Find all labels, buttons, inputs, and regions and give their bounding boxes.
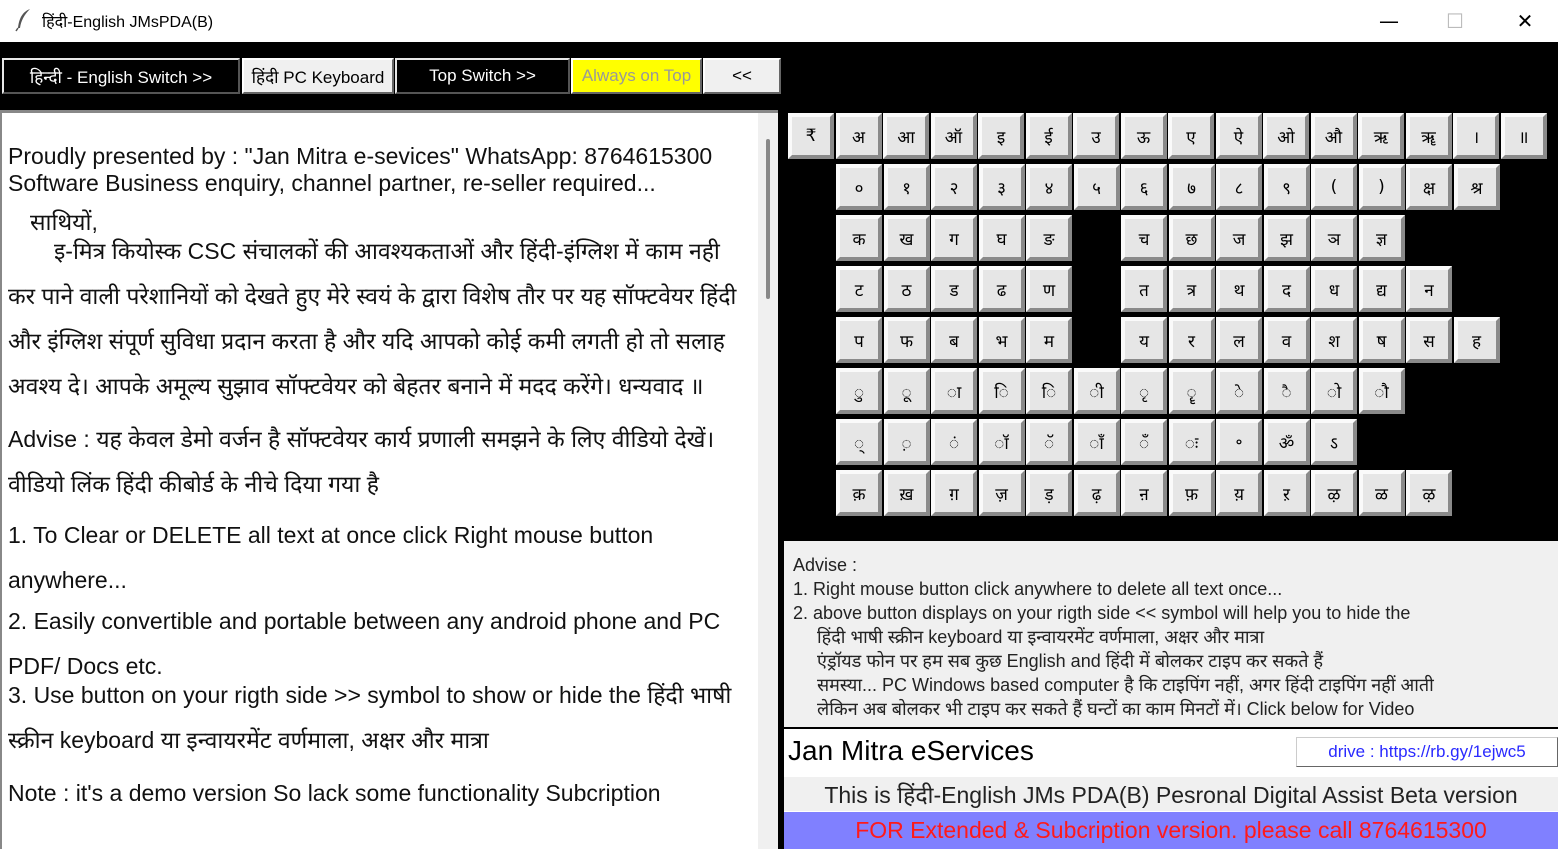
key-7-11[interactable]: ळ [1359, 470, 1405, 516]
key-6-0[interactable]: ् [836, 419, 882, 465]
advise-line: 1. Right mouse button click anywhere to delete all text once... [793, 579, 1283, 599]
advise-line: समस्या... PC Windows based computer है कि टाइपिंग नहीं, अगर हिंदी टाइपिंग नहीं आती [817, 675, 1434, 695]
key-5-11[interactable]: ौ [1359, 368, 1405, 414]
close-button[interactable]: ✕ [1516, 9, 1534, 33]
text-greeting: साथियों, [30, 209, 98, 235]
key-0-12[interactable]: ऋ [1358, 113, 1404, 159]
key-7-6[interactable]: ऩ [1121, 470, 1167, 516]
key-6-5[interactable]: ॉं [1074, 419, 1120, 465]
scrollbar-thumb[interactable] [766, 139, 770, 299]
key-2-11[interactable]: ज्ञ [1359, 215, 1405, 261]
key-5-10[interactable]: ो [1311, 368, 1357, 414]
key-7-1[interactable]: ख़ [884, 470, 930, 516]
advise-line: हिंदी भाषी स्क्रीन keyboard या इन्वायरमेंट वर्णमाला, अक्षर और मात्रा [817, 627, 1265, 647]
advise-line: एंड्रॉयड फोन पर हम सब कुछ English and हिंदी में बोलकर टाइप कर सकते हैं [817, 651, 1324, 671]
window-title: हिंदी-English JMsPDA(B) [42, 14, 214, 31]
key-1-8[interactable]: ८ [1216, 164, 1262, 210]
advise-heading: Advise : [793, 555, 858, 575]
key-4-9[interactable]: व [1264, 317, 1310, 363]
key-3-8[interactable]: थ [1216, 266, 1262, 312]
key-3-10[interactable]: ध [1311, 266, 1357, 312]
drive-link-button[interactable]: drive : https://rb.gy/1ejwc5 [1296, 737, 1558, 767]
feather-icon [14, 8, 34, 32]
key-6-2[interactable]: ं [931, 419, 977, 465]
key-0-4[interactable]: इ [978, 113, 1024, 159]
title-bar [0, 0, 1558, 42]
key-0-15[interactable]: ॥ [1501, 113, 1547, 159]
maximize-button[interactable]: ☐ [1446, 9, 1464, 33]
key-0-10[interactable]: ओ [1263, 113, 1309, 159]
key-3-12[interactable]: न [1406, 266, 1452, 312]
key-3-6[interactable]: त [1121, 266, 1167, 312]
key-7-7[interactable]: फ़ [1169, 470, 1215, 516]
text-paragraph: Note : it's a demo version So lack some functionality Subcription [8, 780, 661, 806]
text-line: Software Business enquiry, channel partner, re-seller required... [8, 170, 656, 196]
advise-line: लेकिन अब बोलकर भी टाइप कर सकते हैं घन्टों का काम मिनटों में। Click below for Video [817, 699, 1415, 719]
key-7-12[interactable]: ऴ [1406, 470, 1452, 516]
footer-panel [784, 729, 1558, 849]
key-7-4[interactable]: ड़ [1026, 470, 1072, 516]
key-2-6[interactable]: च [1121, 215, 1167, 261]
key-4-1[interactable]: फ [884, 317, 930, 363]
key-7-8[interactable]: य़ [1216, 470, 1262, 516]
key-2-0[interactable]: क [836, 215, 882, 261]
key-4-11[interactable]: ष [1359, 317, 1405, 363]
key-3-1[interactable]: ठ [884, 266, 930, 312]
key-2-2[interactable]: ग [931, 215, 977, 261]
key-7-3[interactable]: ज़ [979, 470, 1025, 516]
subscription-call-bar: FOR Extended & Subcription version. please call 8764615300 [784, 812, 1558, 849]
key-4-4[interactable]: म [1026, 317, 1072, 363]
text-scrollbar[interactable] [758, 113, 778, 849]
key-4-7[interactable]: र [1169, 317, 1215, 363]
key-2-3[interactable]: घ [979, 215, 1025, 261]
always-on-top-button[interactable]: Always on Top [571, 58, 702, 94]
key-5-3[interactable]: ि [979, 368, 1025, 414]
key-1-10[interactable]: ( [1311, 164, 1357, 210]
text-paragraph: 1. To Clear or DELETE all text at once click Right mouse button anywhere... [8, 522, 654, 593]
advise-panel [784, 541, 1558, 727]
key-2-4[interactable]: ङ [1026, 215, 1072, 261]
key-4-6[interactable]: य [1121, 317, 1167, 363]
key-1-1[interactable]: १ [884, 164, 930, 210]
text-paragraph: 2. Easily convertible and portable between any android phone and PC PDF/ Docs etc. [8, 608, 721, 679]
key-0-2[interactable]: आ [883, 113, 929, 159]
key-2-1[interactable]: ख [884, 215, 930, 261]
text-paragraph: 3. Use button on your rigth side >> symbol to show or hide the हिंदी भाषी स्क्रीन keyboard या इन्वायरमेंट वर्णमाला, अक्षर और मात्रा [8, 682, 732, 753]
key-2-9[interactable]: झ [1264, 215, 1310, 261]
key-3-0[interactable]: ट [836, 266, 882, 312]
key-5-0[interactable]: ु [836, 368, 882, 414]
top-switch-button[interactable]: Top Switch >> [395, 58, 570, 94]
advise-line: 2. above button displays on your rigth side << symbol will help you to hide the [793, 603, 1411, 623]
key-0-6[interactable]: उ [1073, 113, 1119, 159]
key-6-6[interactable]: ँ [1121, 419, 1167, 465]
key-4-0[interactable]: प [836, 317, 882, 363]
key-1-11[interactable]: ) [1359, 164, 1405, 210]
key-5-5[interactable]: ी [1074, 368, 1120, 414]
key-0-14[interactable]: । [1453, 113, 1499, 159]
hindi-english-switch-button[interactable]: हिन्दी - English Switch >> [2, 58, 240, 94]
key-5-8[interactable]: े [1216, 368, 1262, 414]
key-4-8[interactable]: ल [1216, 317, 1262, 363]
key-6-10[interactable]: ऽ [1311, 419, 1357, 465]
text-line: Proudly presented by : "Jan Mitra e-sevices" WhatsApp: 8764615300 [8, 143, 713, 169]
text-paragraph: इ-मित्र कियोस्क CSC संचालकों की आवश्यकताओं और हिंदी-इंग्लिश में काम नही कर पाने वाली परेशानियों को देखते हुए मेरे स्वयं के द्वारा विशेष तौर पर यह सॉफ्टवेयर हिंदी और इंग्लिश संपूर्ण सुविधा प्रदान करता है और यदि आपको कोई कमी लगती हो तो सलाह अवश्य दे। आपके अमूल्य सुझाव सॉफ्टवेयर को बेहतर बनाने में मदद करेंगे। धन्यवाद ॥ [8, 238, 737, 399]
key-4-10[interactable]: श [1311, 317, 1357, 363]
hide-keyboard-button[interactable]: << [703, 58, 781, 94]
key-0-8[interactable]: ए [1168, 113, 1214, 159]
key-6-9[interactable]: ॐ [1264, 419, 1310, 465]
key-1-0[interactable]: ० [836, 164, 882, 210]
key-6-8[interactable]: ॰ [1216, 419, 1262, 465]
key-7-0[interactable]: क़ [836, 470, 882, 516]
key-4-2[interactable]: ब [931, 317, 977, 363]
key-5-2[interactable]: ा [931, 368, 977, 414]
key-7-10[interactable]: ऴ [1311, 470, 1357, 516]
key-0-11[interactable]: औ [1311, 113, 1357, 159]
key-1-12[interactable]: क्ष [1406, 164, 1452, 210]
key-5-6[interactable]: ृ [1121, 368, 1167, 414]
key-5-7[interactable]: ॄ [1169, 368, 1215, 414]
key-5-1[interactable]: ू [884, 368, 930, 414]
key-6-7[interactable]: ः [1169, 419, 1215, 465]
beta-version-label: This is हिंदी-English JMs PDA(B) Pesronal Digital Assist Beta version [784, 777, 1558, 811]
key-3-2[interactable]: ड [931, 266, 977, 312]
key-1-2[interactable]: २ [931, 164, 977, 210]
text-paragraph: Advise : यह केवल डेमो वर्जन है सॉफ्टवेयर कार्य प्रणाली समझने के लिए वीडियो देखें। वीडियो लिंक हिंदी कीबोर्ड के नीचे दिया गया है [8, 426, 715, 497]
key-3-9[interactable]: द [1264, 266, 1310, 312]
key-4-12[interactable]: स [1406, 317, 1452, 363]
key-1-4[interactable]: ४ [1026, 164, 1072, 210]
key-1-6[interactable]: ६ [1121, 164, 1167, 210]
key-7-2[interactable]: ग़ [931, 470, 977, 516]
key-3-7[interactable]: त्र [1169, 266, 1215, 312]
key-0-3[interactable]: ऑ [931, 113, 977, 159]
key-7-9[interactable]: ऱ [1264, 470, 1310, 516]
key-7-5[interactable]: ढ़ [1074, 470, 1120, 516]
key-0-9[interactable]: ऐ [1216, 113, 1262, 159]
key-2-10[interactable]: ञ [1311, 215, 1357, 261]
key-6-1[interactable]: ़ [884, 419, 930, 465]
key-5-4[interactable]: ि [1026, 368, 1072, 414]
minimize-button[interactable]: — [1379, 9, 1399, 33]
text-editor-content [8, 143, 753, 816]
key-1-13[interactable]: श्र [1454, 164, 1500, 210]
key-0-1[interactable]: अ [836, 113, 882, 159]
key-0-0[interactable]: ₹ [788, 113, 834, 159]
key-0-5[interactable]: ई [1026, 113, 1072, 159]
key-0-7[interactable]: ऊ [1121, 113, 1167, 159]
key-5-9[interactable]: ै [1264, 368, 1310, 414]
key-0-13[interactable]: ॠ [1406, 113, 1452, 159]
key-4-3[interactable]: भ [979, 317, 1025, 363]
text-editor[interactable] [0, 110, 778, 849]
key-2-7[interactable]: छ [1169, 215, 1215, 261]
key-4-13[interactable]: ह [1454, 317, 1500, 363]
key-2-8[interactable]: ज [1216, 215, 1262, 261]
key-1-9[interactable]: ९ [1264, 164, 1310, 210]
key-3-11[interactable]: द्य [1359, 266, 1405, 312]
key-1-5[interactable]: ५ [1074, 164, 1120, 210]
key-3-4[interactable]: ण [1026, 266, 1072, 312]
key-6-4[interactable]: ॅ [1026, 419, 1072, 465]
key-1-3[interactable]: ३ [979, 164, 1025, 210]
key-1-7[interactable]: ७ [1169, 164, 1215, 210]
key-3-3[interactable]: ढ [979, 266, 1025, 312]
key-6-3[interactable]: ॉ [979, 419, 1025, 465]
hindi-pc-keyboard-button[interactable]: हिंदी PC Keyboard [242, 58, 394, 94]
brand-title: Jan Mitra eServices [788, 735, 1034, 766]
